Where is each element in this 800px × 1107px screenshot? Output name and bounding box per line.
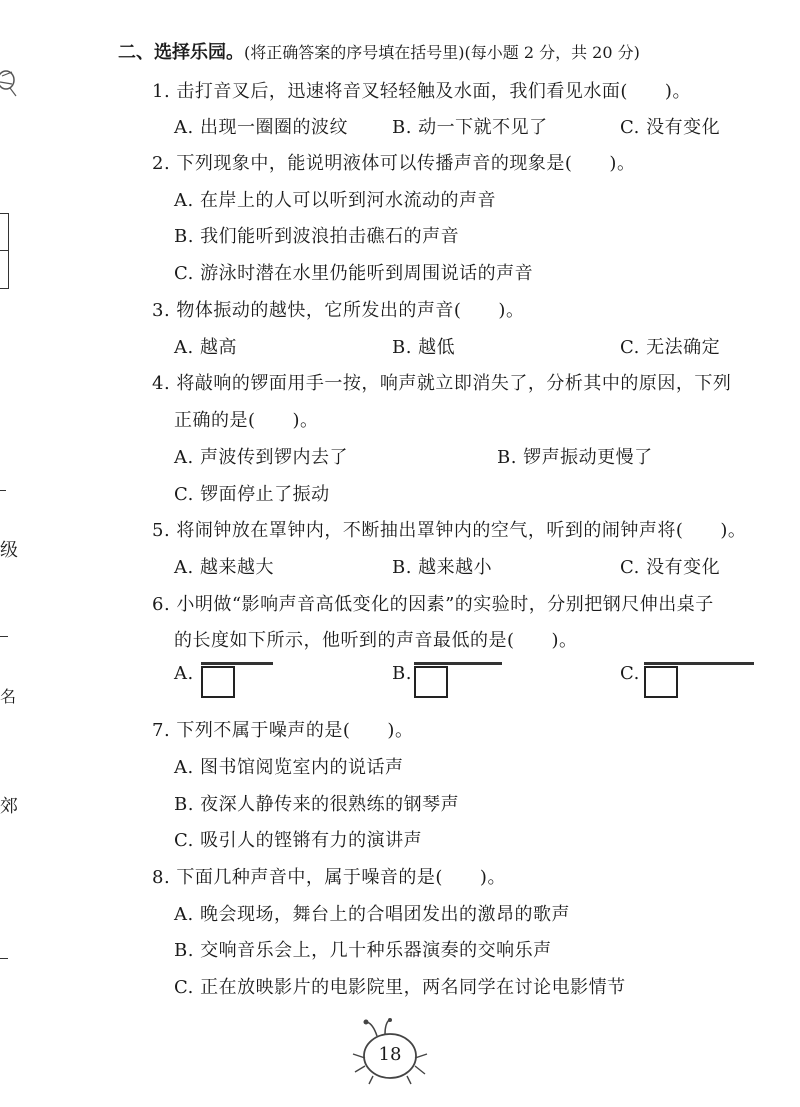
question-6-stem: 6. 小明做“影响声音高低变化的因素”的实验时，分别把钢尺伸出桌子 [152,594,714,615]
question-2-stem: 2. 下列现象中，能说明液体可以传播声音的现象是( )。 [152,153,636,174]
margin-info-box [0,213,9,289]
question-1-stem: 1. 击打音叉后，迅速将音叉轻轻触及水面，我们看见水面( )。 [152,81,691,102]
margin-bee-icon [0,62,22,102]
question-4-stem-continued: 正确的是( )。 [174,410,319,431]
question-4-stem: 4. 将敲响的锣面用手一按，响声就立即消失了，分析其中的原因，下列 [152,373,732,394]
margin-rule [0,958,8,959]
question-5-option-c: C. 没有变化 [620,557,721,578]
page-number: 18 [378,1044,402,1065]
question-1-option-c: C. 没有变化 [620,117,721,138]
question-5-stem: 5. 将闹钟放在罩钟内，不断抽出罩钟内的空气，听到的闹钟声将( )。 [152,520,747,541]
table-edge-box [644,666,678,698]
question-2-option-c: C. 游泳时潜在水里仍能听到周围说话的声音 [174,263,534,284]
question-8-stem: 8. 下面几种声音中，属于噪音的是( )。 [152,867,506,888]
question-8-option-c: C. 正在放映影片的电影院里，两名同学在讨论电影情节 [174,977,626,998]
question-7-stem: 7. 下列不属于噪声的是( )。 [152,720,414,741]
table-edge-box [201,666,235,698]
question-6-option-a: A. [174,663,194,684]
steel-ruler [644,662,754,665]
question-1-option-b: B. 动一下就不见了 [392,117,548,138]
question-6-option-b: B. [392,663,412,684]
question-5-option-a: A. 越来越大 [174,557,274,578]
ruler-figure-a [201,660,276,700]
question-8-option-a: A. 晚会现场，舞台上的合唱团发出的激昂的歌声 [174,904,570,925]
question-3-stem: 3. 物体振动的越快，它所发出的声音( )。 [152,300,525,321]
question-7-option-c: C. 吸引人的铿锵有力的演讲声 [174,830,423,851]
page-number-badge [345,1018,435,1088]
ruler-figure-c [644,660,756,700]
section-heading-note: (将正确答案的序号填在括号里)(每小题 2 分，共 20 分) [244,43,640,62]
section-heading-label: 二、选择乐园。 [118,42,244,63]
steel-ruler [201,662,273,665]
margin-rule [0,490,6,491]
question-3-option-a: A. 越高 [174,337,237,358]
steel-ruler [414,662,502,665]
section-heading [118,38,640,64]
question-5-option-b: B. 越来越小 [392,557,493,578]
margin-rule [0,636,8,637]
question-4-option-c: C. 锣面停止了振动 [174,484,330,505]
margin-char: 名 [0,687,17,706]
margin-char: 郊 [0,796,18,817]
question-2-option-b: B. 我们能听到波浪拍击礁石的声音 [174,226,460,247]
ruler-figure-b [414,660,504,700]
question-7-option-a: A. 图书馆阅览室内的说话声 [174,757,404,778]
question-3-option-b: B. 越低 [392,337,456,358]
table-edge-box [414,666,448,698]
question-2-option-a: A. 在岸上的人可以听到河水流动的声音 [174,190,496,211]
question-6-stem-continued: 的长度如下所示，他听到的声音最低的是( )。 [174,630,578,651]
question-8-option-b: B. 交响音乐会上，几十种乐器演奏的交响乐声 [174,940,552,961]
margin-char: 级 [0,540,18,561]
question-6-option-c: C. [620,663,640,684]
question-4-option-b: B. 锣声振动更慢了 [497,447,653,468]
question-3-option-c: C. 无法确定 [620,337,721,358]
question-1-option-a: A. 出现一圈圈的波纹 [174,117,348,138]
question-7-option-b: B. 夜深人静传来的很熟练的钢琴声 [174,794,460,815]
question-4-option-a: A. 声波传到锣内去了 [174,447,348,468]
